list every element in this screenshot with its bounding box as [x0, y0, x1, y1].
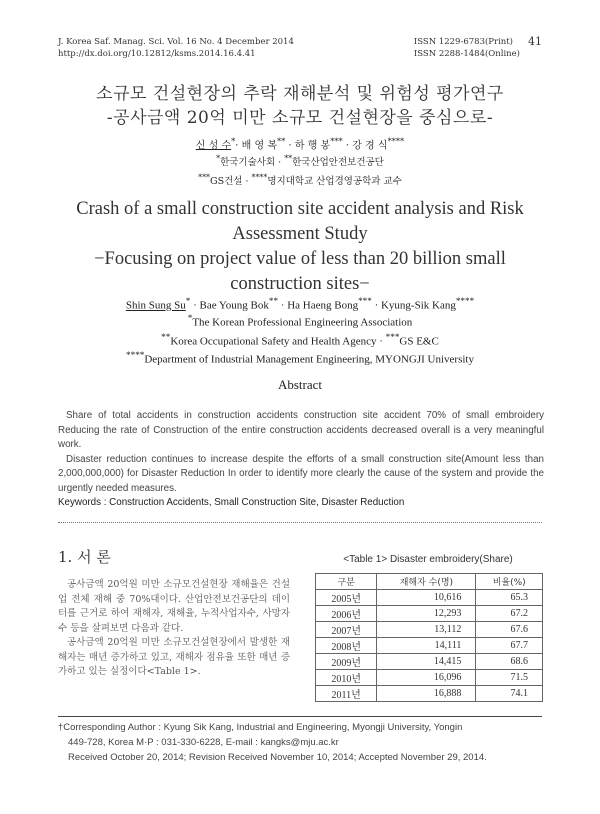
- korean-author-4: · 강 경 식: [342, 140, 388, 152]
- section-body: [58, 578, 290, 680]
- received-dates: Received October 20, 2014; Revision Received November 10, 2014; Accepted November 29, 2014.: [68, 752, 487, 763]
- author-mark: *: [231, 136, 236, 146]
- ratio-cell: 67.7: [476, 637, 543, 653]
- footnote-line: 449-728, Korea M·P : 031-330-6228, E-mail : kangks@mju.ac.kr: [68, 737, 339, 748]
- affil-mark: **: [161, 331, 171, 342]
- table-header-cell: 재해자 수(명): [377, 574, 476, 590]
- keywords: Keywords : Construction Accidents, Small Construction Site, Disaster Reduction: [58, 497, 405, 508]
- abstract-paragraph: Share of total accidents in construction accidents construction site accident 70% of small embroidery Reducing the rate of Construction of the entire construction accidents decreased overall is a very meaningful work.: [58, 410, 544, 450]
- korean-author-1: 신 성 수: [195, 140, 232, 152]
- disaster-table: [315, 573, 543, 702]
- affil-text: 한국기술사회 ·: [220, 157, 285, 169]
- count-cell: 12,293: [377, 605, 476, 621]
- footnote-rule: [58, 716, 542, 717]
- english-author-2: · Bae Young Bok: [190, 299, 269, 312]
- year-cell: 2006년: [316, 605, 377, 621]
- english-title-line3: −Focusing on project value of less than 20 billion small: [94, 249, 506, 269]
- english-title-line2: Assessment Study: [232, 224, 368, 244]
- english-author-3: · Ha Haeng Bong: [278, 299, 359, 312]
- ratio-cell: 67.6: [476, 621, 543, 637]
- abstract-heading: Abstract: [277, 377, 323, 392]
- doi-link[interactable]: http://dx.doi.org/10.12812/ksms.2014.16.4.41: [58, 49, 256, 59]
- count-cell: 13,112: [377, 621, 476, 637]
- english-affiliations: [0, 311, 600, 367]
- abstract-body: [58, 409, 544, 511]
- table-row: [316, 669, 543, 685]
- affil-text: Korea Occupational Safety and Health Agency ·: [170, 335, 386, 348]
- author-mark: **: [268, 296, 279, 306]
- ratio-cell: 67.2: [476, 605, 543, 621]
- header-right: [414, 36, 520, 60]
- korean-author-2: · 배 영 복: [235, 140, 277, 152]
- section-heading: 1. 서 론: [58, 548, 111, 566]
- body-paragraph: 공사금액 20억원 미만 소규모건설현장에서 발생한 재해자는 매년 증가하고 있고, 재해자 점유율 또한 매년 증가하고 있는 실정이다<Table 1>.: [58, 637, 290, 677]
- table-row: [316, 605, 543, 621]
- korean-title-line1: 소규모 건설현장의 추락 재해분석 및 위험성 평가연구: [96, 84, 504, 104]
- footnote-line: †Corresponding Author : Kyung Sik Kang, Industrial and Engineering, Myongji University, Yongin: [58, 722, 463, 733]
- header-left: [58, 36, 294, 60]
- author-mark: ***: [330, 136, 343, 146]
- english-title: [40, 197, 560, 297]
- table-header-cell: 비율(%): [476, 574, 543, 590]
- affil-text: 명지대학교 산업경영공학과 교수: [267, 176, 402, 188]
- author-mark: ***: [358, 296, 372, 306]
- table-row: [316, 653, 543, 669]
- journal-citation: J. Korea Saf. Manag. Sci. Vol. 16 No. 4 December 2014: [58, 37, 294, 47]
- author-mark: **: [276, 136, 286, 146]
- affil-mark: ***: [198, 173, 210, 183]
- english-author-1: Shin Sung Su: [125, 299, 186, 312]
- count-cell: 14,415: [377, 653, 476, 669]
- year-cell: 2007년: [316, 621, 377, 637]
- table-row: [316, 589, 543, 605]
- footnote: [58, 720, 544, 765]
- page-number: 41: [528, 35, 542, 48]
- table-header-row: [316, 574, 543, 590]
- author-mark: *: [185, 296, 191, 306]
- issn-print: ISSN 1229-6783(Print): [413, 37, 513, 47]
- ratio-cell: 71.5: [476, 669, 543, 685]
- year-cell: 2009년: [316, 653, 377, 669]
- count-cell: 14,111: [377, 637, 476, 653]
- english-title-line4: construction sites−: [230, 274, 370, 294]
- year-cell: 2010년: [316, 669, 377, 685]
- table-row: [316, 621, 543, 637]
- ratio-cell: 68.6: [476, 653, 543, 669]
- year-cell: 2005년: [316, 589, 377, 605]
- korean-affiliations: [0, 151, 600, 189]
- korean-title-line2: -공사금액 20억 미만 소규모 건설현장을 중심으로-: [106, 108, 494, 128]
- count-cell: 16,096: [377, 669, 476, 685]
- ratio-cell: 65.3: [476, 589, 543, 605]
- table-row: [316, 637, 543, 653]
- count-cell: 10,616: [377, 589, 476, 605]
- issn-online: ISSN 2288-1484(Online): [413, 49, 520, 59]
- ratio-cell: 74.1: [476, 685, 543, 701]
- table-caption: <Table 1> Disaster embroidery(Share): [343, 554, 513, 565]
- english-authors: [0, 296, 600, 312]
- author-mark: ****: [455, 296, 475, 306]
- affil-mark: ****: [126, 350, 145, 361]
- affil-mark: *: [187, 313, 193, 323]
- affil-mark: **: [284, 154, 293, 163]
- affil-mark: *: [216, 154, 221, 163]
- year-cell: 2008년: [316, 637, 377, 653]
- english-title-line1: Crash of a small construction site accident analysis and Risk: [76, 199, 524, 219]
- korean-author-3: · 하 행 봉: [285, 140, 331, 152]
- year-cell: 2011년: [316, 685, 377, 701]
- table-header-cell: 구분: [316, 574, 377, 590]
- affil-text: The Korean Professional Engineering Association: [192, 316, 413, 329]
- korean-title: [0, 82, 600, 130]
- affil-text: Department of Industrial Management Engineering, MYONGJI University: [144, 353, 474, 366]
- count-cell: 16,888: [377, 685, 476, 701]
- affil-mark: ****: [251, 173, 268, 183]
- affil-mark: ***: [385, 331, 400, 342]
- body-paragraph: 공사금액 20억원 미만 소규모건설현장 재해율은 건설업 전체 재해 중 70%대이다. 산업안전보건공단의 데이터를 근거로 하여 재해자, 재해율, 누적사업자수, 사망자수 등을 살펴보면 다음과 같다.: [58, 579, 290, 634]
- affil-text: GS E&C: [399, 335, 439, 348]
- table-row: [316, 685, 543, 701]
- affil-text: GS건설 ·: [210, 176, 252, 188]
- affil-text: 한국산업안전보건공단: [292, 157, 384, 169]
- abstract-paragraph: Disaster reduction continues to increase despite the efforts of a small construction site(Amount less than 2,000,000,000) for Disaster Reduction In order to identify more clearly the cause of the system and provide the urgently needed measures.: [58, 453, 544, 494]
- english-author-4: · Kyung-Sik Kang: [371, 299, 456, 312]
- author-mark: ****: [387, 136, 405, 146]
- section-divider: [58, 522, 542, 523]
